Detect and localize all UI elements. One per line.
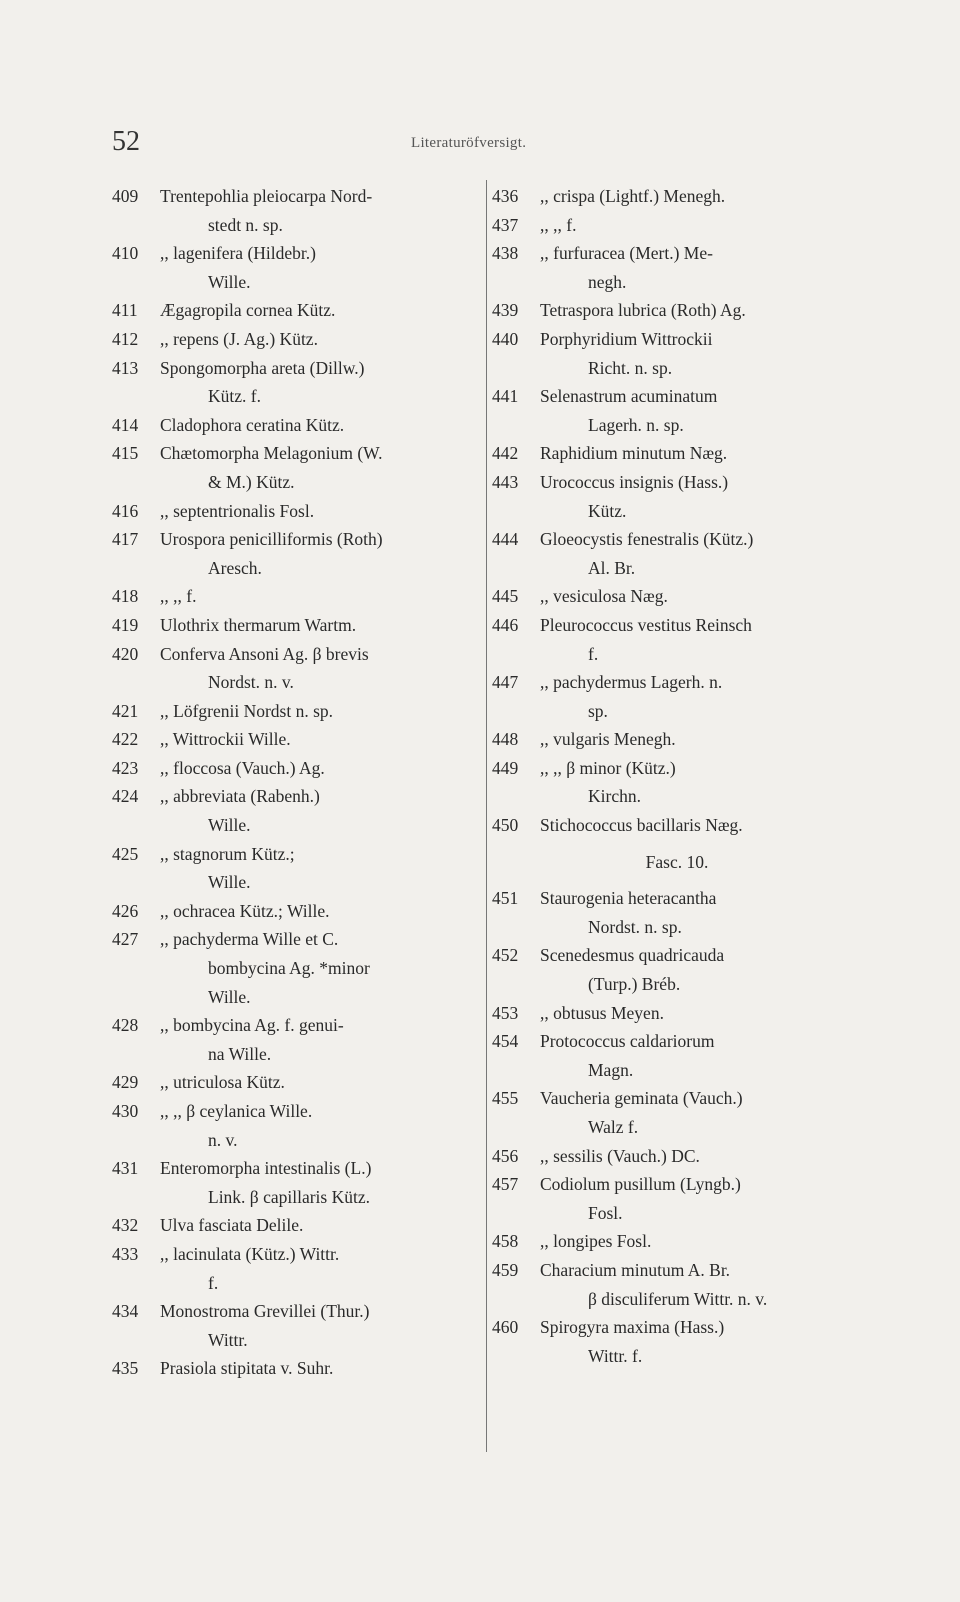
entry-number: 455 [492, 1088, 519, 1109]
entry-line: Scenedesmus quadricauda [540, 945, 725, 966]
entry-number: 451 [492, 888, 519, 909]
entry-text [160, 1068, 480, 1097]
entry-number: 436 [492, 186, 519, 206]
entry-number: 453 [492, 1002, 519, 1023]
list-entry [492, 382, 862, 439]
list-entry [492, 582, 862, 611]
entry-line: Ægagropila cornea Kütz. [160, 300, 336, 321]
entry-line: n. v. [208, 1129, 238, 1150]
entry-line: Staurogenia heteracantha [540, 888, 717, 909]
list-entry [492, 296, 862, 325]
entry-text [160, 497, 480, 526]
entry-line: Selenastrum acuminatum [540, 386, 718, 407]
entry-line: ,, Wittrockii Wille. [160, 729, 291, 750]
list-entry [112, 897, 480, 926]
list-entry [112, 697, 480, 726]
entry-line: f. [208, 1272, 219, 1293]
entry-line: f. [588, 643, 599, 664]
entry-text [540, 325, 862, 382]
list-entry [492, 239, 862, 296]
entry-text [540, 468, 862, 525]
list-entry [492, 439, 862, 468]
entry-text [160, 525, 480, 582]
entry-line: Ulva fasciata Delile. [160, 1215, 304, 1236]
entry-line: ,, lacinulata (Kütz.) Wittr. [160, 1243, 340, 1264]
entry-line: Pleurococcus vestitus Reinsch [540, 614, 752, 635]
entry-line: Fosl. [588, 1202, 623, 1223]
list-entry [492, 1227, 862, 1256]
entry-text [160, 1011, 480, 1068]
list-entry [112, 1154, 480, 1211]
list-entry [112, 1297, 480, 1354]
list-entry [112, 325, 480, 354]
entry-number: 435 [112, 1358, 139, 1379]
list-entry [112, 439, 480, 496]
list-entry [492, 525, 862, 582]
entry-text [160, 411, 480, 440]
entry-number: 434 [112, 1301, 139, 1322]
entry-number: 414 [112, 414, 139, 435]
entry-text [540, 611, 862, 668]
entry-text [540, 582, 862, 611]
left-column [112, 182, 480, 1383]
entry-number: 415 [112, 443, 139, 464]
list-entry [492, 999, 862, 1028]
entry-line: ,, utriculosa Kütz. [160, 1072, 285, 1093]
entry-text [540, 1142, 862, 1171]
entry-number: 441 [492, 386, 519, 407]
entry-line: Kütz. f. [208, 386, 261, 407]
entry-number: 423 [112, 757, 139, 778]
entry-number: 449 [492, 757, 519, 778]
entry-line: Wille. [208, 986, 251, 1007]
entry-number: 450 [492, 815, 519, 836]
entry-text [160, 897, 480, 926]
list-entry [492, 182, 862, 211]
list-entry [112, 1211, 480, 1240]
entry-line: Richt. n. sp. [588, 357, 673, 378]
entry-line: Enteromorpha intestinalis (L.) [160, 1158, 372, 1179]
list-entry [112, 925, 480, 1011]
entry-number: 424 [112, 786, 139, 807]
entry-line: Nordst. n. sp. [588, 916, 682, 937]
entry-line: Ulothrix thermarum Wartm. [160, 614, 357, 635]
entry-line: Protococcus caldariorum [540, 1031, 715, 1052]
entry-line: Kütz. [588, 500, 627, 521]
entry-line: Wille. [208, 271, 251, 292]
entry-text [160, 697, 480, 726]
entry-line: ,, sessilis (Vauch.) DC. [540, 1145, 700, 1166]
entry-line: ,, furfuracea (Mert.) Me- [540, 243, 713, 264]
entry-line: Cladophora ceratina Kütz. [160, 414, 345, 435]
entry-line: stedt n. sp. [208, 214, 283, 235]
entry-text [160, 782, 480, 839]
entry-number: 416 [112, 500, 139, 521]
entry-text [160, 1354, 480, 1383]
entry-text [540, 668, 862, 725]
list-entry [112, 611, 480, 640]
entry-number: 446 [492, 614, 519, 635]
entry-line: Urospora penicilliformis (Roth) [160, 529, 383, 550]
list-entry [112, 497, 480, 526]
entry-line: Link. β capillaris Kütz. [208, 1186, 370, 1207]
column-divider [486, 180, 487, 1452]
entry-number: 426 [112, 900, 139, 921]
list-entry [112, 1354, 480, 1383]
entry-text [160, 1297, 480, 1354]
entry-line: ,, stagnorum Kütz.; [160, 843, 295, 864]
page-number: 52 [112, 126, 140, 157]
entry-number: 417 [112, 529, 139, 550]
list-entry [112, 1011, 480, 1068]
entry-line: Magn. [588, 1059, 634, 1080]
entry-number: 444 [492, 529, 519, 550]
list-entry [492, 1142, 862, 1171]
list-entry [492, 884, 862, 941]
list-entry [112, 1068, 480, 1097]
entry-number: 427 [112, 929, 139, 950]
entry-line: ,, bombycina Ag. f. genui- [160, 1015, 344, 1036]
entry-text [160, 840, 480, 897]
entry-text [540, 439, 862, 468]
entry-text [540, 1084, 862, 1141]
entry-text [540, 811, 862, 840]
entry-number: 412 [112, 328, 139, 349]
list-entry [112, 354, 480, 411]
list-entry [492, 941, 862, 998]
entry-number: 459 [492, 1259, 519, 1280]
list-entry [492, 325, 862, 382]
list-entry [112, 782, 480, 839]
entry-number: 409 [112, 186, 139, 206]
entry-line: sp. [588, 700, 608, 721]
entry-text [160, 325, 480, 354]
entry-number: 420 [112, 643, 139, 664]
list-entry [492, 1170, 862, 1227]
entry-line: Aresch. [208, 557, 262, 578]
entry-number: 425 [112, 843, 139, 864]
running-head: Literaturöfversigt. [411, 135, 527, 151]
entry-line: Porphyridium Wittrockii [540, 328, 713, 349]
entry-line: (Turp.) Bréb. [588, 974, 681, 995]
entry-line: ,, obtusus Meyen. [540, 1002, 664, 1023]
list-entry [112, 1240, 480, 1297]
entry-number: 410 [112, 243, 139, 264]
entry-number: 438 [492, 243, 519, 264]
list-entry [112, 840, 480, 897]
entry-line: Al. Br. [588, 557, 636, 578]
entry-line: na Wille. [208, 1043, 272, 1064]
entry-line: ,, abbreviata (Rabenh.) [160, 786, 320, 807]
entry-line: ,, pachydermus Lagerh. n. [540, 672, 723, 693]
entry-text [540, 754, 862, 811]
entry-line: Raphidium minutum Næg. [540, 443, 728, 464]
entry-line: Spirogyra maxima (Hass.) [540, 1317, 725, 1338]
entry-text [540, 1227, 862, 1256]
entry-line: ,, ,, β minor (Kütz.) [540, 757, 676, 778]
entry-number: 431 [112, 1158, 139, 1179]
entry-line: Characium minutum A. Br. [540, 1259, 731, 1280]
entry-line: ,, ,, f. [540, 214, 577, 235]
entry-line: Trentepohlia pleiocarpa Nord- [160, 186, 373, 206]
entry-line: ,, ,, β ceylanica Wille. [160, 1101, 313, 1121]
entry-number: 430 [112, 1101, 139, 1121]
entry-text [160, 725, 480, 754]
entry-line: ,, floccosa (Vauch.) Ag. [160, 757, 325, 778]
entry-text [160, 1211, 480, 1240]
entry-number: 456 [492, 1145, 519, 1166]
entry-number: 422 [112, 729, 139, 750]
entry-line: & M.) Kütz. [208, 471, 295, 492]
entry-text [540, 941, 862, 998]
entry-number: 460 [492, 1317, 519, 1338]
list-entry [112, 239, 480, 296]
entry-text [160, 925, 480, 1011]
list-entry [112, 754, 480, 783]
entry-line: Wittr. f. [588, 1345, 643, 1366]
entry-text [160, 1240, 480, 1297]
entry-line: Codiolum pusillum (Lyngb.) [540, 1174, 741, 1195]
entry-line: ,, pachyderma Wille et C. [160, 929, 339, 950]
entry-line: Conferva Ansoni Ag. β brevis [160, 643, 369, 664]
entry-line: Lagerh. n. sp. [588, 414, 684, 435]
entry-text [160, 582, 480, 611]
entry-text [160, 611, 480, 640]
entry-line: ,, crispa (Lightf.) Menegh. [540, 186, 726, 206]
entry-text [160, 182, 480, 239]
entry-text [160, 640, 480, 697]
entry-text [540, 211, 862, 240]
entry-text [540, 1256, 862, 1313]
entry-line: Wille. [208, 815, 251, 836]
entry-text [540, 884, 862, 941]
list-entry [492, 1256, 862, 1313]
entry-line: negh. [588, 271, 627, 292]
entry-text [160, 1154, 480, 1211]
entry-line: bombycina Ag. *minor [208, 958, 370, 979]
entry-text [540, 1170, 862, 1227]
section-heading: Fasc. 10. [645, 851, 709, 872]
entry-line: ,, ,, f. [160, 586, 197, 607]
entry-number: 443 [492, 471, 519, 492]
list-entry [492, 725, 862, 754]
entry-line: Tetraspora lubrica (Roth) Ag. [540, 300, 746, 321]
entry-number: 411 [112, 300, 138, 321]
list-entry [492, 1313, 862, 1370]
entry-number: 457 [492, 1174, 519, 1195]
entry-number: 432 [112, 1215, 139, 1236]
entry-line: ,, longipes Fosl. [540, 1231, 652, 1252]
entry-text [540, 999, 862, 1028]
entry-number: 437 [492, 214, 519, 235]
entry-number: 428 [112, 1015, 139, 1036]
entry-number: 413 [112, 357, 139, 378]
entry-line: ,, repens (J. Ag.) Kütz. [160, 328, 318, 349]
entry-line: Walz f. [588, 1117, 639, 1137]
list-entry [492, 811, 862, 840]
entry-text [540, 296, 862, 325]
entry-text [160, 239, 480, 296]
entry-number: 429 [112, 1072, 139, 1093]
entry-text [540, 382, 862, 439]
entry-number: 454 [492, 1031, 519, 1052]
entry-number: 433 [112, 1243, 139, 1264]
list-entry [492, 468, 862, 525]
list-entry [492, 668, 862, 725]
entry-line: ,, lagenifera (Hildebr.) [160, 243, 316, 264]
entry-line: ,, Löfgrenii Nordst n. sp. [160, 700, 334, 721]
right-column [492, 182, 862, 1370]
entry-text [540, 182, 862, 211]
entry-line: Nordst. n. v. [208, 672, 294, 693]
list-entry [112, 296, 480, 325]
entry-number: 452 [492, 945, 519, 966]
entry-text [540, 1313, 862, 1370]
entry-line: Wille. [208, 872, 251, 893]
entry-text [540, 525, 862, 582]
entry-text [160, 754, 480, 783]
entry-text [540, 1027, 862, 1084]
entry-line: β disculiferum Wittr. n. v. [588, 1288, 768, 1309]
entry-number: 442 [492, 443, 519, 464]
entry-number: 445 [492, 586, 519, 607]
entry-text [540, 725, 862, 754]
entry-line: Wittr. [208, 1329, 248, 1350]
list-entry [492, 211, 862, 240]
list-entry [492, 611, 862, 668]
entry-number: 448 [492, 729, 519, 750]
entry-line: Gloeocystis fenestralis (Kütz.) [540, 529, 754, 550]
entry-text [160, 296, 480, 325]
list-entry [112, 411, 480, 440]
entry-number: 419 [112, 614, 139, 635]
list-entry [112, 182, 480, 239]
list-entry [492, 1027, 862, 1084]
entry-text [160, 354, 480, 411]
entry-line: ,, septentrionalis Fosl. [160, 500, 315, 521]
list-entry [492, 754, 862, 811]
list-entry [112, 640, 480, 697]
entry-line: Urococcus insignis (Hass.) [540, 471, 729, 492]
entry-line: Prasiola stipitata v. Suhr. [160, 1358, 334, 1379]
entry-line: ,, vesiculosa Næg. [540, 586, 668, 607]
entry-line: Vaucheria geminata (Vauch.) [540, 1088, 743, 1109]
entry-line: Chætomorpha Melagonium (W. [160, 443, 383, 464]
list-entry [112, 525, 480, 582]
entry-number: 418 [112, 586, 139, 607]
entry-number: 440 [492, 328, 519, 349]
entry-line: Monostroma Grevillei (Thur.) [160, 1301, 370, 1322]
entry-line: ,, ochracea Kütz.; Wille. [160, 900, 330, 921]
entry-text [540, 239, 862, 296]
list-entry [492, 1084, 862, 1141]
entry-line: Kirchn. [588, 786, 641, 807]
entry-number: 421 [112, 700, 139, 721]
entry-line: ,, vulgaris Menegh. [540, 729, 676, 750]
list-entry [112, 1097, 480, 1154]
list-entry [112, 582, 480, 611]
entry-line: Stichococcus bacillaris Næg. [540, 815, 743, 836]
list-entry [112, 725, 480, 754]
entry-number: 439 [492, 300, 519, 321]
entry-number: 447 [492, 672, 519, 693]
entry-number: 458 [492, 1231, 519, 1252]
entry-text [160, 439, 480, 496]
entry-text [160, 1097, 480, 1154]
entry-line: Spongomorpha areta (Dillw.) [160, 357, 365, 378]
